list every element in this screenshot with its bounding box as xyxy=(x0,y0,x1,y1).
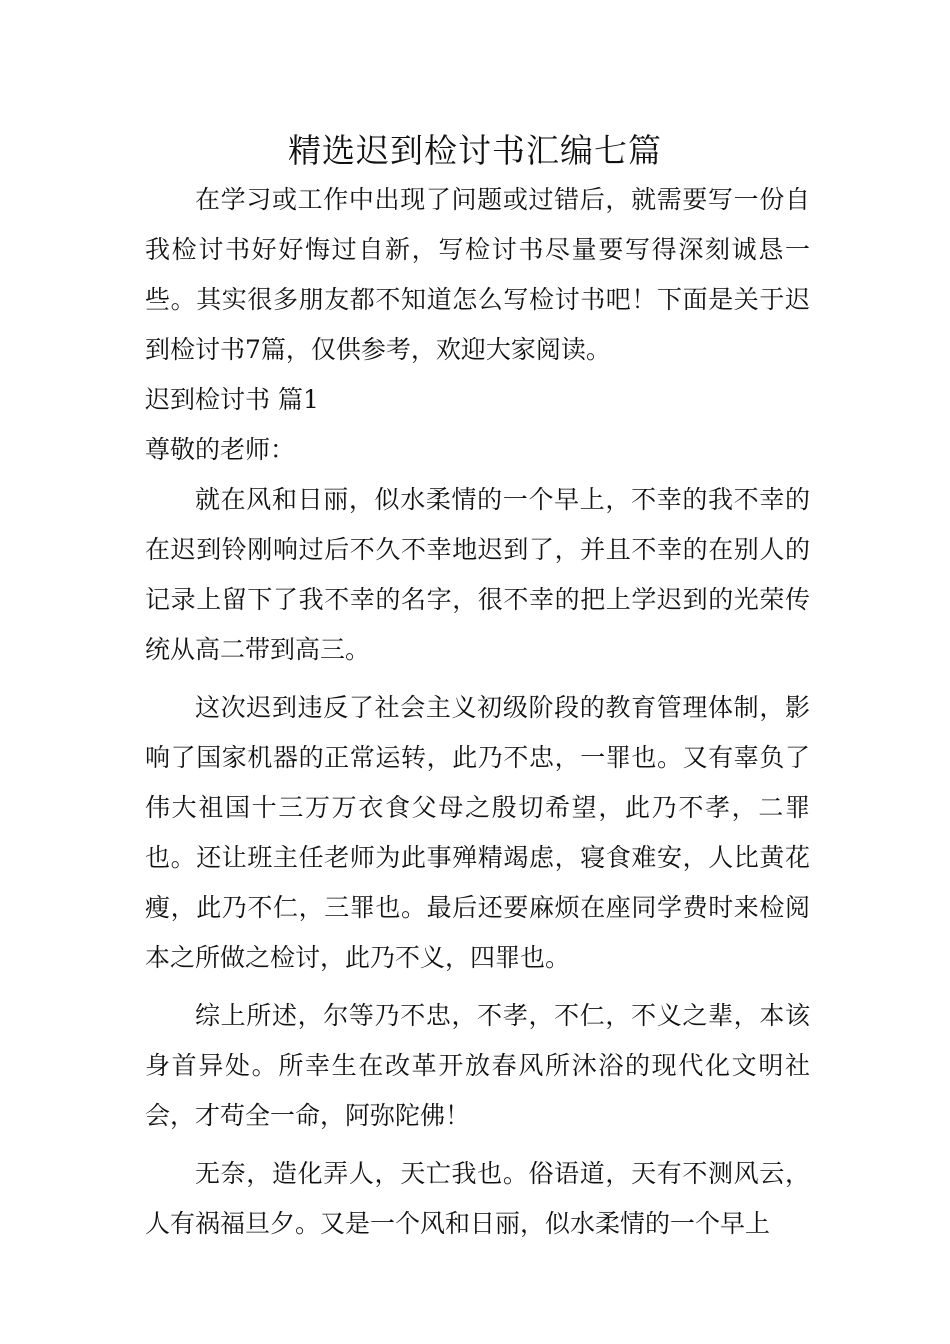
document-body xyxy=(145,175,810,1249)
body-paragraph-3: 综上所述，尔等乃不忠，不孝，不仁，不义之辈，本该身首异处。所幸生在改革开放春风所沐浴的现代化文明社会，才苟全一命，阿弥陀佛！ xyxy=(145,1001,810,1130)
intro-paragraph: 在学习或工作中出现了问题或过错后，就需要写一份自我检讨书好好悔过自新，写检讨书尽量要写得深刻诚恳一些。其实很多朋友都不知道怎么写检讨书吧！下面是关于迟到检讨书7篇，仅供参考，欢迎大家阅读。 xyxy=(145,185,810,364)
body-paragraph-4: 无奈，造化弄人，天亡我也。俗语道，天有不测风云，人有祸福旦夕。又是一个风和日丽，似水柔情的一个早上 xyxy=(145,1159,810,1238)
salutation: 尊敬的老师： xyxy=(145,435,296,464)
body-paragraph-1: 就在风和日丽，似水柔情的一个早上，不幸的我不幸的在迟到铃刚响过后不久不幸地迟到了，并且不幸的在别人的记录上留下了我不幸的名字，很不幸的把上学迟到的光荣传统从高二带到高三。 xyxy=(145,485,810,664)
document-title: 精选迟到检讨书汇编七篇 xyxy=(288,131,662,170)
body-paragraph-2: 这次迟到违反了社会主义初级阶段的教育管理体制，影响了国家机器的正常运转，此乃不忠，一罪也。又有辜负了伟大祖国十三万万衣食父母之殷切希望，此乃不孝，二罪也。还让班主任老师为此事殚精竭虑，寝食难安，人比黄花瘦，此乃不仁，三罪也。最后还要麻烦在座同学费时来检阅本之所做之检讨，此乃不义，四罪也。 xyxy=(145,693,810,972)
section-heading: 迟到检讨书 篇1 xyxy=(145,385,319,414)
